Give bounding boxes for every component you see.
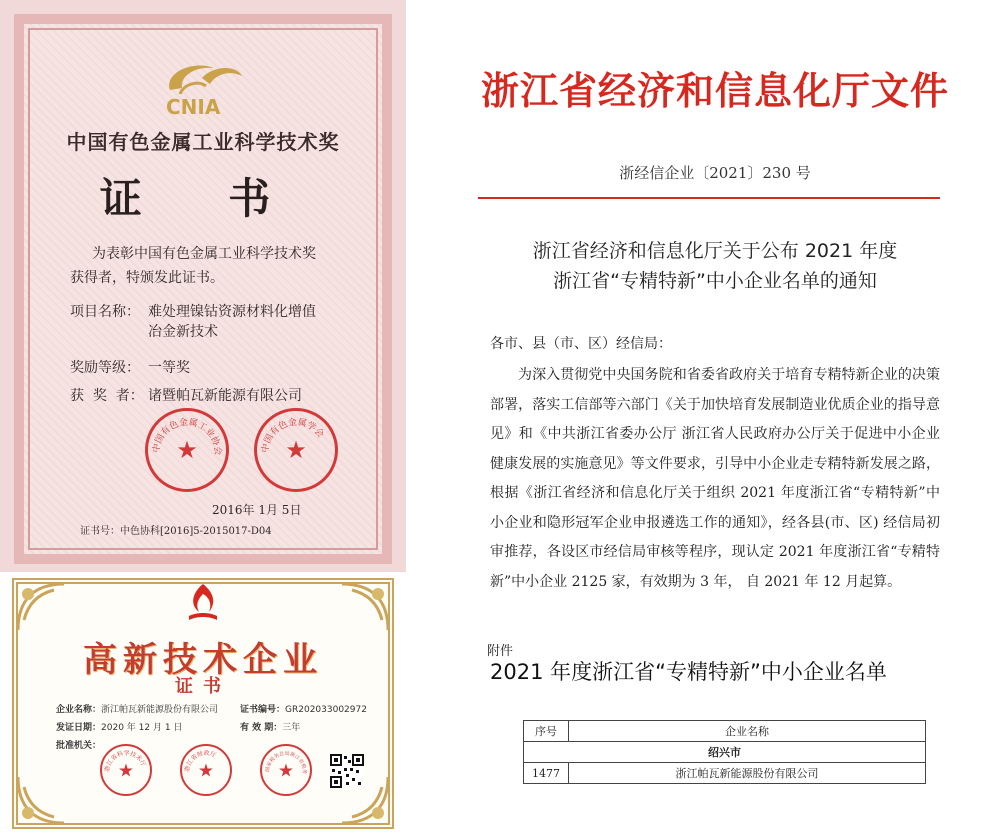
award-level-value: 一等奖 — [148, 360, 190, 376]
star-icon: ★ — [285, 436, 307, 464]
group-city: 绍兴市 — [524, 742, 926, 763]
document-number: 浙经信企业〔2021〕230 号 — [619, 164, 811, 182]
ornament-corner-icon — [14, 771, 70, 827]
award-level-label: 奖励等级： — [70, 360, 140, 376]
row-number: 1477 — [524, 763, 569, 784]
cnia-logo-icon — [158, 58, 250, 118]
column-header-number: 序号 — [524, 721, 569, 742]
red-divider — [478, 197, 940, 199]
winner-label: 获 奖 者： — [70, 388, 144, 404]
authority-label: 批准机关： — [56, 741, 102, 751]
seal-science-department — [100, 744, 152, 796]
column-header-name: 企业名称 — [569, 721, 926, 742]
notice-title-line-1: 浙江省经济和信息化厅关于公布 2021 年度 — [532, 240, 898, 262]
cert-no-label: 证书编号： — [240, 705, 286, 715]
row-company-name: 浙江帕瓦新能源股份有限公司 — [569, 763, 926, 784]
ornament-corner-icon — [14, 580, 70, 636]
company-value: 浙江帕瓦新能源股份有限公司 — [101, 705, 219, 715]
notice-title-line-2: 浙江省“专精特新”中小企业名单的通知 — [553, 270, 877, 292]
certificate-subtitle: 证书 — [175, 676, 231, 697]
seal-nonferrous-society — [254, 408, 338, 492]
seal-nonferrous-association — [145, 408, 229, 492]
validity-label: 有 效 期： — [240, 723, 283, 733]
seal-text: 国家税务总局浙江省税务 — [264, 750, 308, 775]
seal-left-text: 中国有色金属工业协会 — [151, 417, 223, 456]
high-tech-emblem-icon — [183, 582, 223, 624]
cert-no-value: GR202033002972 — [285, 705, 367, 715]
certificate-heading: 证 书 — [99, 174, 307, 223]
table-header-row — [524, 721, 926, 742]
seal-right-text: 中国有色金属学会 — [260, 417, 326, 454]
issue-date-label: 发证日期： — [56, 723, 102, 733]
list-title: 2021 年度浙江省“专精特新”中小企业名单 — [490, 660, 887, 684]
table-group-row — [524, 742, 926, 763]
intro-line-1: 为表彰中国有色金属工业科学技术奖 — [92, 246, 316, 262]
table-row — [524, 763, 926, 784]
project-value-line-2: 冶金新技术 — [148, 324, 218, 340]
seal-tax-bureau — [260, 744, 312, 796]
cnia-logo-text: CNIA — [166, 95, 221, 118]
award-title: 中国有色金属工业科学技术奖 — [66, 130, 340, 154]
star-icon: ★ — [197, 760, 215, 782]
notice-body: 为深入贯彻党中央国务院和省委省政府关于培育专精特新企业的决策部署，落实工信部等六部门《关于加快培育发展制造业优质企业的指导意见》和《中共浙江省委办公厅 浙江省人民政府办公厅关于促进中小企业健康发展的实施意见》等文件要求，引导中小企业走专精特新发展之路，根据《浙江省经济和信息化厅关于组织 2021 年度浙江省“专精特新”中小企业和隐形冠军企业申报遴选工作的通知》，经各县(市、区) 经信局初审推荐，各设区市经信局审核等程序，现认定 2021 年度浙江省“专精特新”中小企业 2125 家，有效期为 3 年， 自 2021 年 12 月起算。 — [490, 367, 940, 590]
project-label: 项目名称： — [70, 304, 140, 320]
star-icon: ★ — [117, 760, 135, 782]
high-tech-enterprise-certificate — [0, 572, 406, 837]
certificate-title: 高新技术企业 — [83, 640, 323, 680]
star-icon: ★ — [277, 760, 295, 782]
enterprise-table — [523, 720, 926, 784]
certificate-number: 证书号：中色协科[2016]5-2015017-D04 — [80, 526, 272, 537]
qr-code-icon — [330, 754, 364, 788]
validity-value: 三年 — [282, 723, 301, 733]
company-label: 企业名称： — [56, 705, 102, 715]
addressee: 各市、县（市、区）经信局： — [490, 336, 672, 352]
annex-label: 附件 — [487, 644, 514, 659]
intro-line-2: 获得者，特颁发此证书。 — [70, 270, 224, 286]
project-value-line-1: 难处理镍钴资源材料化增值 — [148, 304, 316, 320]
cnia-award-certificate — [0, 0, 406, 578]
document-header: 浙江省经济和信息化厅文件 — [480, 68, 949, 113]
ornament-corner-icon — [336, 580, 392, 636]
seal-finance-department — [180, 744, 232, 796]
issue-date-value: 2020 年 12 月 1 日 — [101, 723, 183, 733]
award-date: 2016年 1月 5日 — [212, 503, 302, 517]
seal-text: 浙江省科学技术厅 — [103, 749, 147, 773]
seal-text: 浙江省财政厅 — [183, 749, 218, 773]
winner-value: 诸暨帕瓦新能源有限公司 — [148, 388, 302, 404]
star-icon: ★ — [176, 436, 198, 464]
